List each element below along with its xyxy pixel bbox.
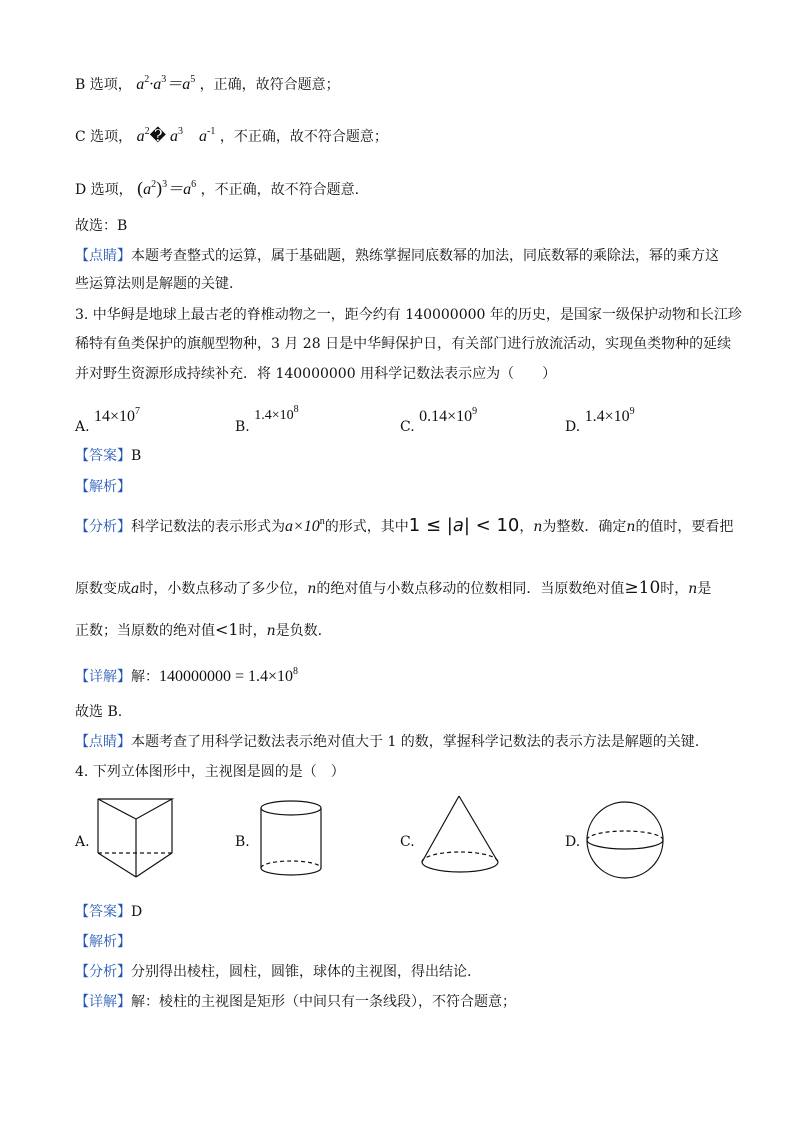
q3-xiangjie: 【详解】解：$140000000 = 1.4\times 10^8$ — [75, 666, 299, 685]
q3-choose: 故选 B. — [75, 704, 123, 720]
q3-stem-line3: 并对野生资源形成持续补充．将 140000000 用科学记数法表示应为（ ） — [75, 366, 557, 382]
answer-tag: 【答案】 — [75, 904, 131, 920]
q3-stem-line2: 稀特有鱼类保护的旗舰型物种，3 月 28 日是中华鲟保护日，有关部门进行放流活动，实现鱼类物种的延续 — [75, 336, 732, 352]
q4-label-d: D. — [565, 834, 581, 850]
answer-tag: 【答案】 — [75, 448, 131, 464]
q4-label-b: B. — [235, 834, 250, 850]
q2-comment-line2: 些运算法则是解题的关键. — [75, 276, 234, 292]
cone-icon — [418, 792, 508, 882]
sphere-icon — [585, 798, 670, 883]
triangular-prism-icon — [92, 795, 182, 885]
q3-option-a: A. $14\times 10^7$ — [75, 406, 141, 435]
q4-stem: 4. 下列立体图形中，主视图是圆的是（ ） — [75, 764, 345, 780]
math-expression: $a^2\cdot a^3=a^5$ — [136, 74, 196, 93]
q4-label-c: C. — [400, 834, 415, 850]
q2-choose: 故选：B — [75, 218, 128, 234]
q3-fenxi-line3: 正数；当原数的绝对值<1时，n是负数. — [75, 620, 323, 639]
option-b-line: B 选项， $a^2\cdot a^3=a^5$ ，正确，故符合题意； — [75, 74, 340, 93]
comment-tag: 【点睛】 — [75, 248, 131, 264]
option-d-line: D 选项， $(a^2)^3=a^6$ ，不正确，故不符合题意. — [75, 178, 360, 198]
q2-comment-line1: 【点睛】本题考查整式的运算，属于基础题，熟练掌握同底数幂的加法，同底数幂的乘除法，幂的乘方这 — [75, 248, 719, 264]
q4-analysis-tag: 【解析】 — [75, 934, 131, 950]
q4-xiangjie: 【详解】解：棱柱的主视图是矩形（中间只有一条线段），不符合题意； — [75, 994, 516, 1010]
q4-label-a: A. — [75, 834, 90, 850]
q3-answer: 【答案】B — [75, 448, 142, 464]
math-expression: $a^2�$ $a^3$ $a^{-1}$ — [136, 126, 216, 145]
q3-analysis-tag: 【解析】 — [75, 479, 131, 495]
q3-fenxi-line2: 原数变成a时，小数点移动了多少位，n的绝对值与小数点移动的位数相同．当原数绝对值≥10时，n是 — [75, 578, 712, 598]
math-expression: $(a^2)^3=a^6$ — [137, 178, 197, 198]
q3-stem-line1: 3. 中华鲟是地球上最古老的脊椎动物之一，距今约有 140000000 年的历史，是国家一级保护动物和长江珍 — [75, 307, 742, 323]
q4-fenxi: 【分析】分别得出棱柱，圆柱，圆锥，球体的主视图，得出结论. — [75, 964, 472, 980]
cylinder-icon — [255, 798, 335, 883]
q3-option-d: D. $1.4\times 10^9$ — [565, 406, 635, 435]
q3-comment: 【点睛】本题考查了用科学记数法表示绝对值大于 1 的数，掌握科学记数法的表示方法是解题的关键. — [75, 734, 700, 750]
q3-fenxi-line1: 【分析】科学记数法的表示形式为$a\times 10^n$的形式，其中1 ≤ |a| < 10，n为整数．确定n的值时，要看把 — [75, 515, 734, 536]
q4-answer: 【答案】D — [75, 904, 143, 920]
q3-option-b: B. $1.4\times 10^8$ — [235, 404, 299, 435]
option-c-line: C 选项， $a^2�$ $a^3$ $a^{-1}$ ，不正确，故不符合题意； — [75, 126, 388, 145]
q3-option-c: C. $0.14\times 10^9$ — [400, 406, 478, 435]
